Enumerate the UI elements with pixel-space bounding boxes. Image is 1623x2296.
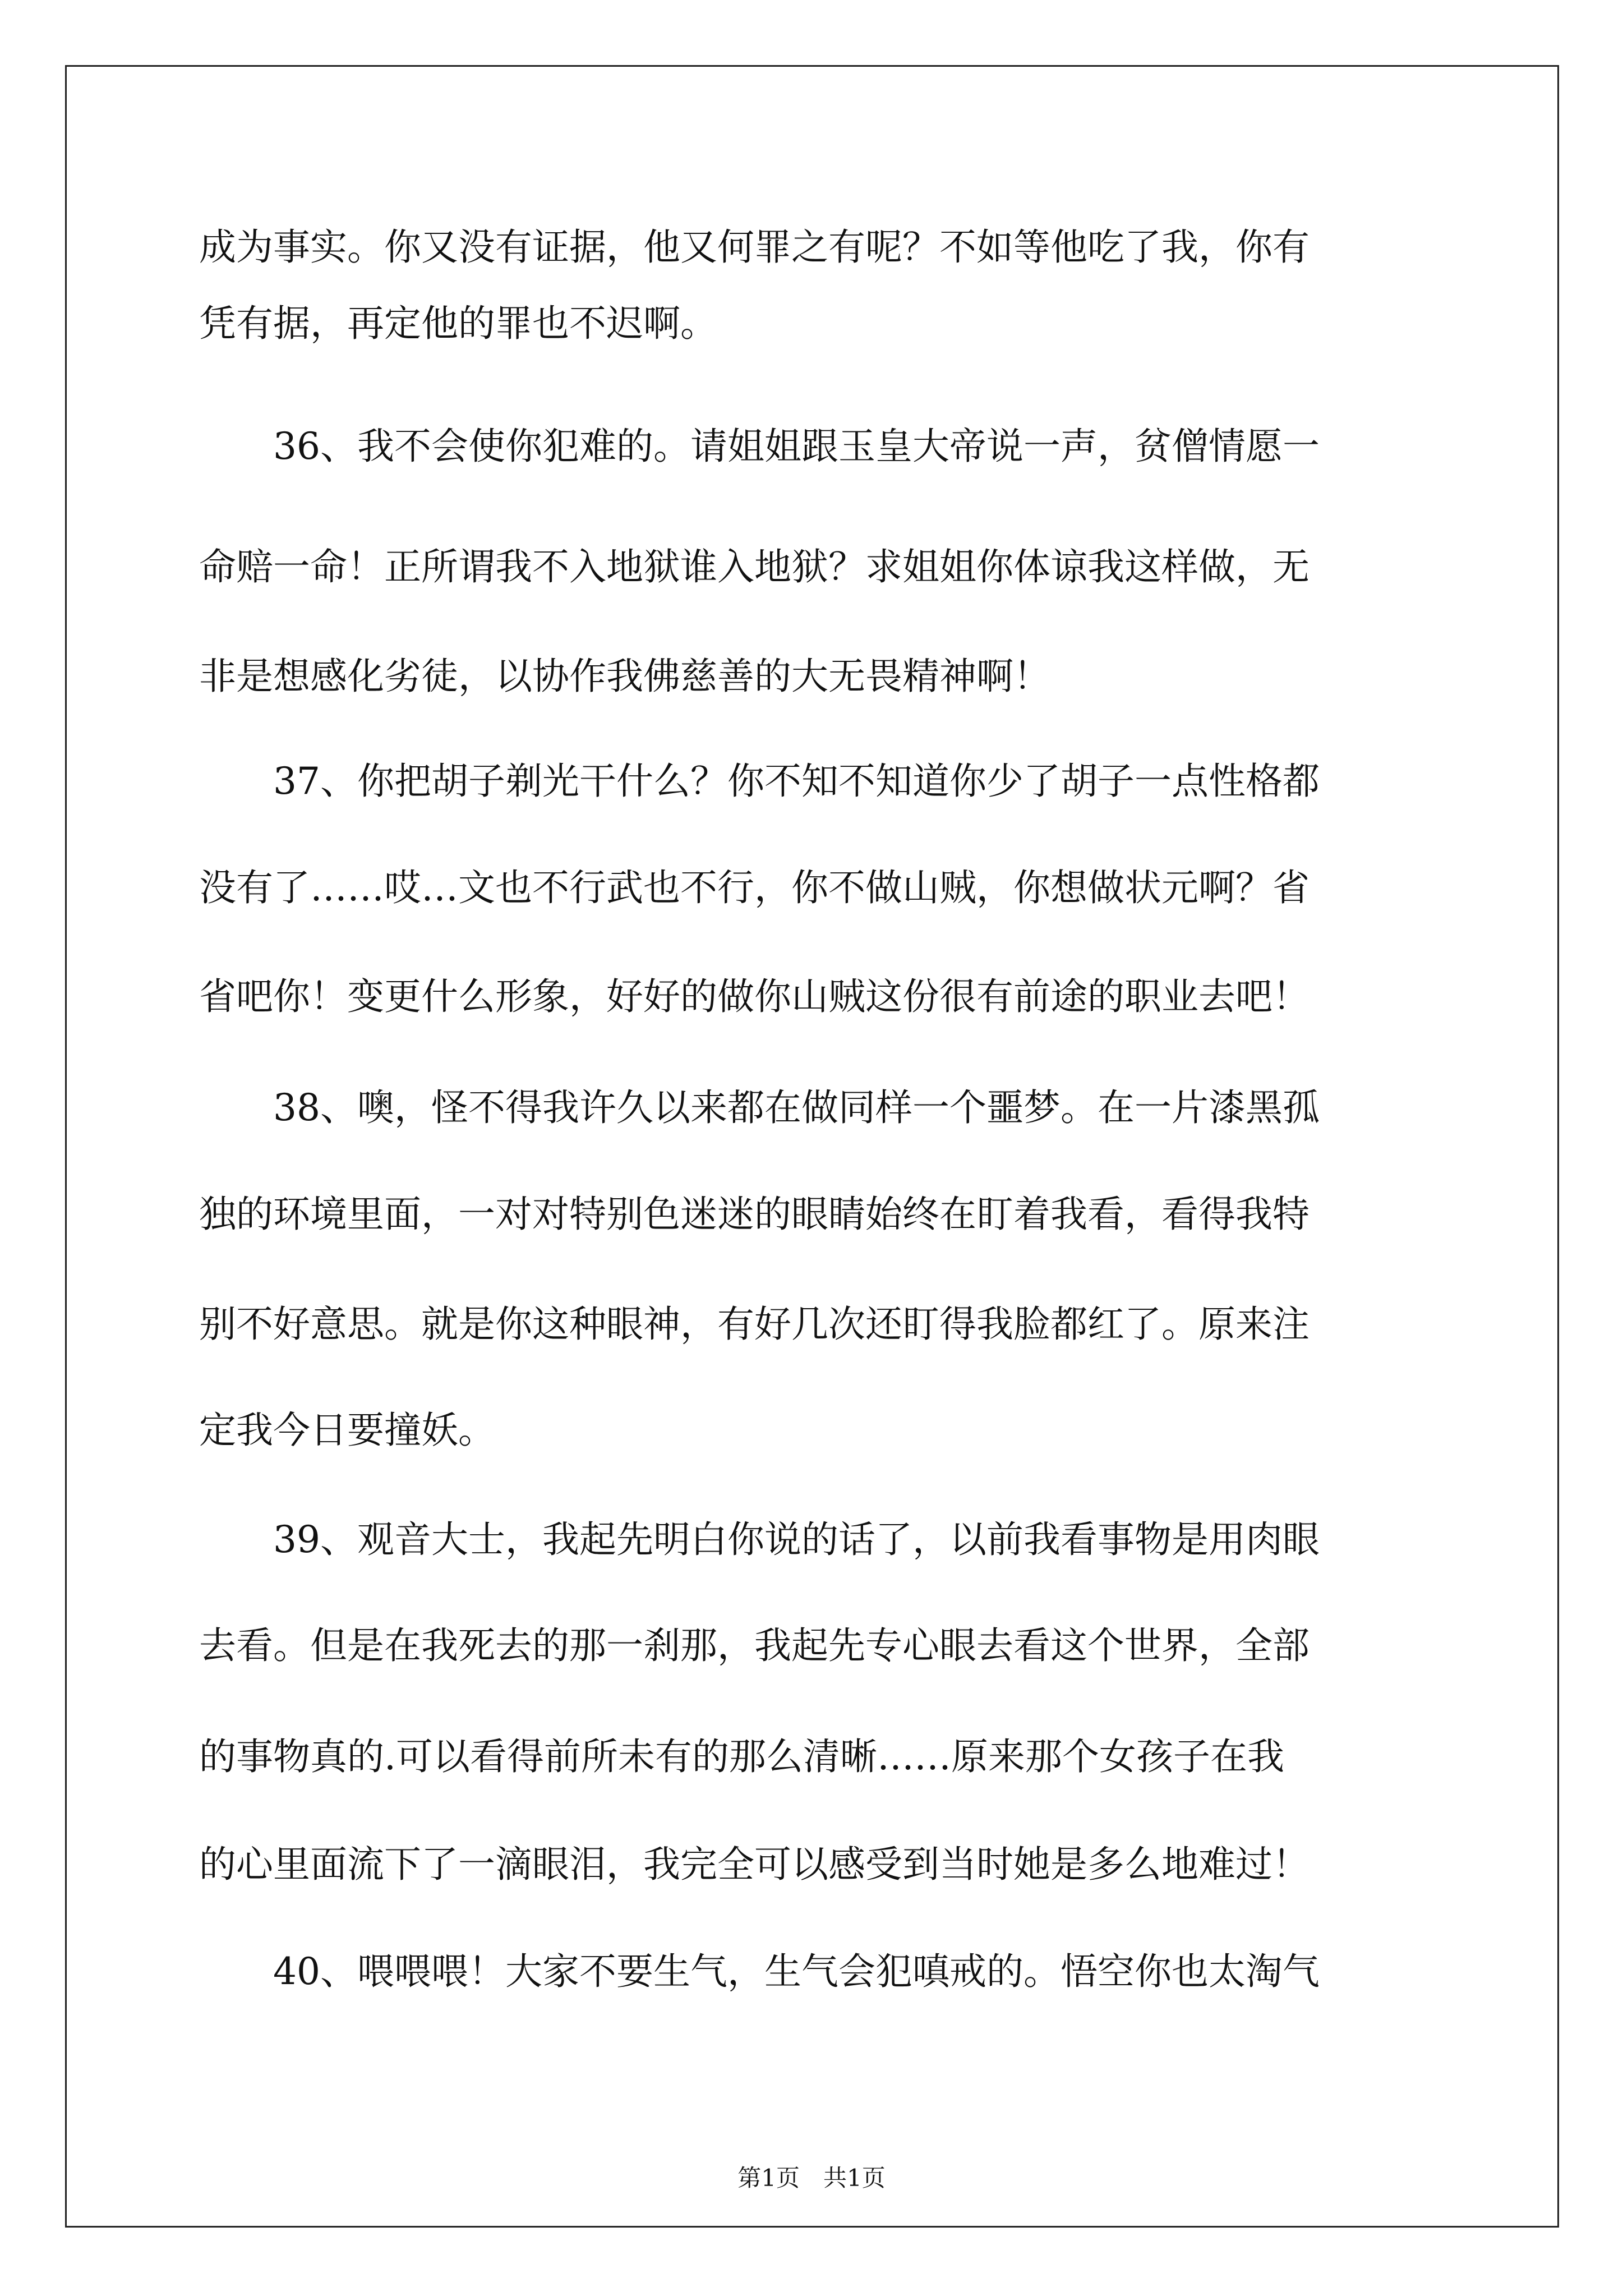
text-line: 的心里面流下了一滴眼泪，我完全可以感受到当时她是多么地难过！: [199, 1843, 1310, 1886]
text-line: 非是想感化劣徒，以协作我佛慈善的大无畏精神啊！: [199, 655, 1050, 698]
text-line: 没有了……哎…文也不行武也不行，你不做山贼，你想做状元啊？省: [199, 866, 1310, 909]
page-border: [65, 65, 1559, 2228]
text-line: 37、你把胡子剃光干什么？你不知不知道你少了胡子一点性格都: [199, 760, 1320, 803]
text-line: 成为事实。你又没有证据，他又何罪之有呢？不如等他吃了我，你有: [199, 226, 1310, 269]
text-line: 40、喂喂喂！大家不要生气，生气会犯嗔戒的。悟空你也太淘气: [199, 1950, 1320, 1993]
text-line: 39、观音大士，我起先明白你说的话了，以前我看事物是用肉眼: [199, 1518, 1320, 1561]
text-line: 独的环境里面，一对对特别色迷迷的眼睛始终在盯着我看，看得我特: [199, 1193, 1310, 1236]
text-line: 凭有据，再定他的罪也不迟啊。: [199, 302, 717, 345]
page-footer: 第1页 共1页: [737, 2164, 886, 2192]
text-line: 的事物真的.可以看得前所未有的那么清晰……原来那个女孩子在我: [199, 1735, 1284, 1778]
text-line: 去看。但是在我死去的那一刹那，我起先专心眼去看这个世界，全部: [199, 1624, 1310, 1667]
text-line: 36、我不会使你犯难的。请姐姐跟玉皇大帝说一声，贫僧情愿一: [199, 425, 1320, 468]
text-line: 别不好意思。就是你这种眼神，有好几次还盯得我脸都红了。原来注: [199, 1303, 1310, 1346]
text-line: 38、噢，怪不得我许久以来都在做同样一个噩梦。在一片漆黑孤: [199, 1086, 1320, 1129]
text-line: 命赔一命！正所谓我不入地狱谁入地狱？求姐姐你体谅我这样做，无: [199, 545, 1310, 588]
text-line: 定我今日要撞妖。: [199, 1409, 495, 1452]
text-line: 省吧你！变更什么形象，好好的做你山贼这份很有前途的职业去吧！: [199, 975, 1310, 1018]
